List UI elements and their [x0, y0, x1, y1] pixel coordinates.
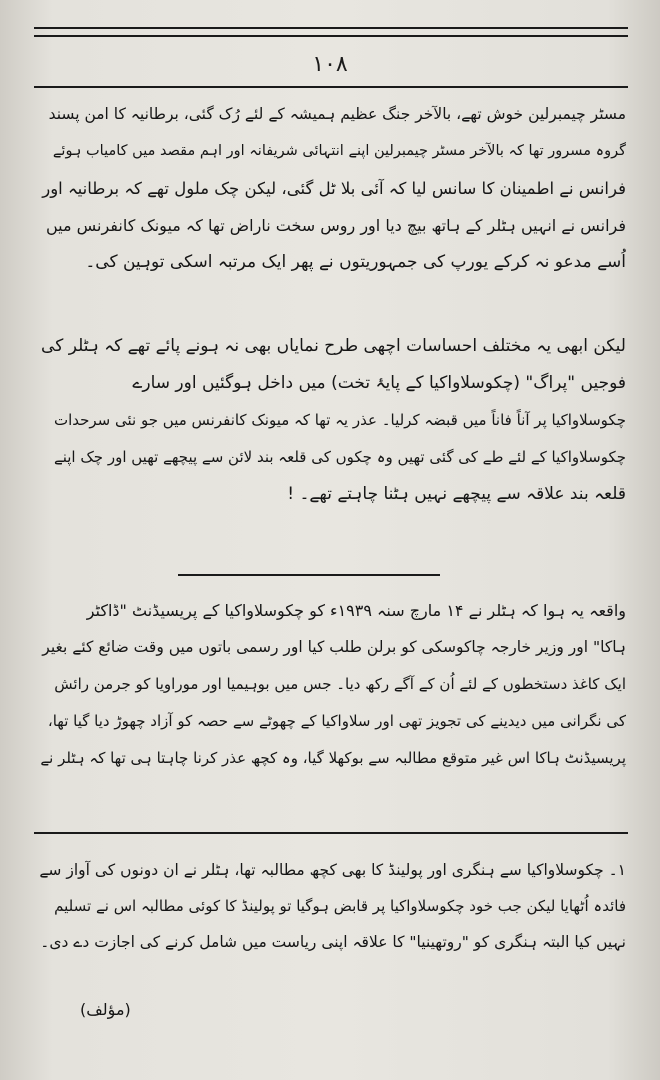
paragraph-line: کی نگرانی میں دیدینے کی تجویز تھی اور سلاواکیا کے چھوٹے سے حصہ کو آزاد چھوڑ دیا گیا تھا،: [47, 712, 626, 730]
footnote-line: فائدہ اُٹھایا لیکن جب خود چکوسلاواکیا پر قابض ہوگیا تو پولینڈ کا کوئی مطالبہ اس نے تسلیم: [54, 897, 626, 915]
paragraph-line: ہاکا" اور وزیر خارجہ چاکوسکی کو برلن طلب کیا اور رسمی باتوں میں وقت ضائع کئے بغیر: [42, 638, 626, 656]
paragraph-3: [36, 592, 626, 777]
paragraph-line: مسٹر چیمبرلین خوش تھے، بالآخر جنگ عظیم ہمیشہ کے لئے رُک گئی، برطانیہ کا امن پسند: [48, 105, 626, 123]
paragraph-2: [36, 328, 626, 513]
paragraph-1: [36, 96, 626, 281]
footnote-attribution: (مؤلف): [80, 1000, 131, 1019]
top-double-rule-lower: [34, 35, 628, 37]
paragraph-line: فرانس نے انہیں ہٹلر کے ہاتھ بیچ دیا اور روس سخت ناراض تھا کہ میونک کانفرنس میں: [45, 216, 626, 235]
paragraph-line: قلعہ بند علاقہ سے پیچھے نہیں ہٹنا چاہتے تھے۔ !: [287, 484, 626, 504]
paragraph-line: اُسے مدعو نہ کرکے یورپ کی جمہوریتوں نے پھر ایک مرتبہ اسکی توہین کی۔: [85, 252, 626, 272]
footnote-line: نہیں کیا البتہ ہنگری کو "روتھینیا" کا علاقہ اپنی ریاست میں شامل کرنے کی اجازت دے دی۔: [40, 933, 626, 951]
paragraph-line: واقعہ یہ ہوا کہ ہٹلر نے ۱۴ مارچ سنہ ۱۹۳۹ء کو چکوسلاواکیا کے پریسیڈنٹ "ڈاکٹر: [86, 601, 626, 620]
paragraph-line: لیکن ابھی یہ مختلف احساسات اچھی طرح نمایاں بھی نہ ہونے پائے تھے کہ ہٹلر کی: [41, 336, 626, 356]
header-rule: [34, 86, 628, 88]
section-divider: [178, 574, 440, 576]
paragraph-line: فرانس نے اطمینان کا سانس لیا کہ آئی بلا ٹل گئی، لیکن چک ملول تھے کہ برطانیہ اور: [42, 179, 626, 198]
footnote-line: ۱۔ چکوسلاواکیا سے ہنگری اور پولینڈ کا بھی کچھ مطالبہ تھا، ہٹلر نے ان دونوں کی آواز سے: [39, 861, 626, 879]
paragraph-line: چکوسلاواکیا پر آناً فاناً میں قبضہ کرلیا۔ عذر یہ تھا کہ میونک کانفرنس میں جو نئی سرحدات: [53, 411, 626, 429]
paragraph-line: ایک کاغذ دستخطوں کے لئے اُن کے آگے رکھ دیا۔ جس میں بوہیمیا اور موراویا کو جرمن رائش: [54, 675, 626, 693]
footnote: [36, 852, 626, 960]
paragraph-line: گروہ مسرور تھا کہ بالآخر مسٹر چیمبرلین اپنے انتہائی شریفانہ اور اہم مقصد میں کامیاب ہوئے: [52, 143, 626, 159]
paragraph-line: چکوسلاواکیا کے لئے طے کی گئی تھیں وہ چکوں کی قلعہ بند لائن سے پیچھے تھیں اور چک اپنے: [53, 448, 626, 466]
top-double-rule-upper: [34, 27, 628, 29]
page-number: ۱۰۸: [312, 52, 348, 77]
footnote-rule: [34, 832, 628, 834]
paragraph-line: پریسیڈنٹ ہاکا اس غیر متوقع مطالبہ سے بوکھلا گیا، وہ کچھ عذر کرنا چاہتا ہی تھا کہ ہٹلر نے: [40, 749, 626, 767]
paragraph-line: فوجیں "پراگ" (چکوسلاواکیا کے پایۂ تخت) میں داخل ہوگئیں اور سارے: [132, 373, 626, 393]
